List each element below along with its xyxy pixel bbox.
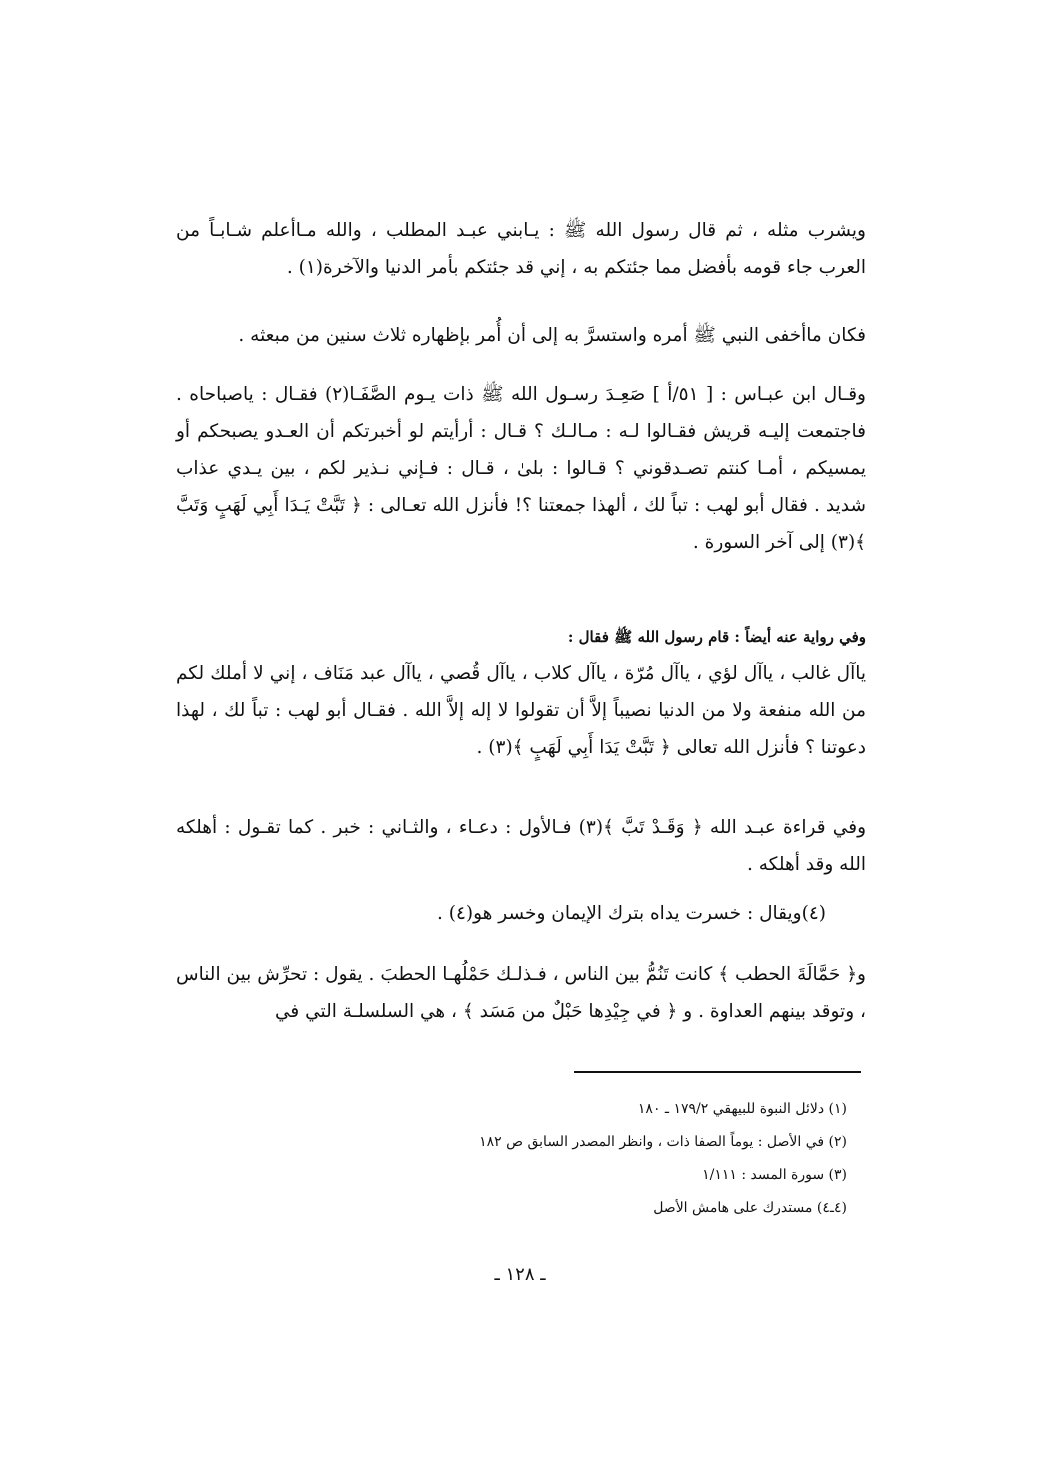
footnotes-section	[450, 1093, 847, 1225]
footnote-3: (٣) سورة المسد : ١/١١١	[702, 1167, 847, 1183]
body-paragraph-7	[176, 956, 866, 1030]
body-paragraph-5	[176, 809, 866, 883]
body-paragraph-4	[176, 623, 866, 766]
footnote-1: (١) دلائل النبوة للبيهقي ١٧٩/٢ ـ ١٨٠	[637, 1101, 847, 1117]
body-paragraph-2	[176, 317, 866, 354]
footnote-2: (٢) في الأصل : يوماً الصفا ذات ، وانظر المصدر السابق ص ١٨٢	[479, 1134, 847, 1150]
paragraph-text: وقـال ابن عبـاس : [ ٥١/أ ] صَعِـدَ رسـول الله ﷺ ذات يـوم الصَّفَـا(٢) فقـال : ياصباحاه . فاجتمعت إليـه قريش فقـالوا لـه : مـالـك ؟ قـال : أرأيتم لو أخبرتكم أن العـدو يصبحكم أو يمسيكم ، أمـا كنتم تصـدقوني ؟ قـالوا : بلىٰ ، قـال : فـإني نـذير لكم ، بين يـدي عذاب شديد . فقال أبو لهب : تباً لك ، ألهذا جمعتنا ؟! فأنزل الله تعـالى : ﴿ تَبَّتْ يَـدَا أَبِي لَهَبٍ وَتَبَّ ﴾(٣) إلى آخر السورة .	[176, 384, 866, 553]
paragraph-text: وفي قراءة عبـد الله ﴿ وَقَـدْ تَبَّ ﴾(٣) فـالأول : دعـاء ، والثـاني : خبر . كما تقـول : أهلكه الله وقد أهلكه .	[176, 817, 867, 875]
paragraph-text: (٤)ويقال : خسرت يداه بترك الإيمان وخسر هو(٤) .	[436, 903, 826, 924]
footnote-divider	[574, 1071, 861, 1073]
paragraph-text: فكان ماأخفى النبي ﷺ أمره واستسرَّ به إلى أن أُمر بإظهاره ثلاث سنين من مبعثه .	[238, 325, 866, 346]
page-number: ـ ١٢٨ ـ	[494, 1264, 546, 1285]
paragraph-text: و﴿ حَمَّالَةَ الحطب ﴾ كانت تَنُمُّ بين الناس ، فـذلـك حَمْلُهـا الحطبَ . يقول : تحرِّش بين الناس ، وتوقد بينهم العداوة . و ﴿ في جِيْدِها حَبْلٌ من مَسَد ﴾ ، هي السلسلـة التي في	[176, 964, 866, 1022]
body-paragraph-3	[176, 376, 866, 561]
paragraph-text: ويشرب مثله ، ثم قال رسول الله ﷺ : يـابني عبـد المطلب ، والله مـاأعلم شـابـاً من العرب جاء قومه بأفضل مما جئتكم به ، إني قد جئتكم بأمر الدنيا والآخرة(١) .	[176, 220, 866, 278]
paragraph-text: ياآل غالب ، ياآل لؤي ، ياآل مُرّة ، ياآل كلاب ، ياآل قُصي ، ياآل عبد مَنَاف ، إني لا أملك لكم من الله منفعة ولا من الدنيا نصيباً إلاَّ أن تقولوا لا إله إلاَّ الله . فقـال أبو لهب : تباً لك ، لهذا دعوتنا ؟ فأنزل الله تعالى ﴿ تَبَّتْ يَدَا أَبِي لَهَبٍ ﴾(٣) .	[176, 663, 866, 758]
section-subheading: وفي رواية عنه أيضاً : قام رسول الله ﷺ فقال :	[567, 628, 866, 646]
body-paragraph-1	[176, 212, 866, 286]
footnote-4: (٤ـ٤) مستدرك على هامش الأصل	[653, 1200, 847, 1216]
body-paragraph-6	[176, 895, 866, 932]
